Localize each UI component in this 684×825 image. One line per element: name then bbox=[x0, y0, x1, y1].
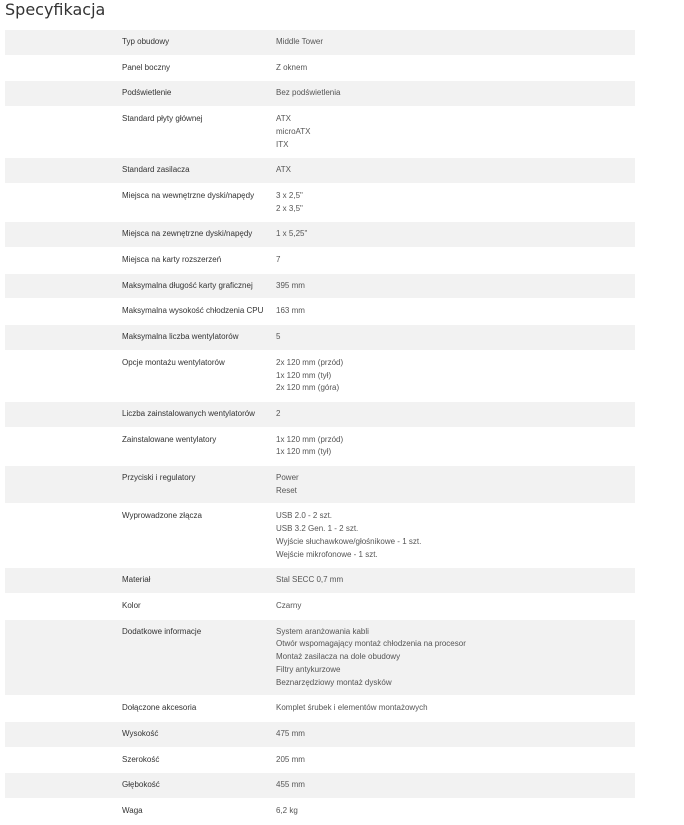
spec-name: Podświetlenie bbox=[122, 88, 172, 98]
spec-values bbox=[276, 357, 635, 395]
spec-value: 205 mm bbox=[276, 754, 305, 764]
spec-values bbox=[276, 472, 635, 497]
spec-name: Waga bbox=[122, 806, 143, 816]
spec-value: 1x 120 mm (przód) bbox=[276, 434, 344, 444]
spec-row bbox=[5, 325, 635, 351]
spec-row bbox=[5, 696, 635, 722]
spec-value: Montaż zasilacza na dole obudowy bbox=[276, 652, 401, 662]
spec-name: Kolor bbox=[122, 600, 141, 610]
spec-row bbox=[5, 351, 635, 402]
spec-name: Maksymalna liczba wentylatorów bbox=[122, 332, 239, 342]
spec-name: Miejsca na wewnętrzne dyski/napędy bbox=[122, 190, 255, 200]
spec-value: 6,2 kg bbox=[276, 806, 298, 816]
spec-value: 1x 120 mm (tył) bbox=[276, 447, 332, 457]
spec-row bbox=[5, 56, 635, 82]
spec-value: Filtry antykurzowe bbox=[276, 664, 341, 674]
specification-table bbox=[5, 30, 635, 825]
page-title: Specyfikacja bbox=[5, 0, 106, 19]
spec-values bbox=[276, 702, 635, 715]
spec-name: Miejsca na zewnętrzne dyski/napędy bbox=[122, 229, 253, 239]
spec-values bbox=[276, 36, 635, 49]
spec-value: Z oknem bbox=[276, 62, 308, 72]
spec-values bbox=[276, 728, 635, 741]
spec-value: 455 mm bbox=[276, 780, 305, 790]
spec-value: 7 bbox=[276, 255, 281, 265]
spec-value: Wyjście słuchawkowe/głośnikowe - 1 szt. bbox=[276, 536, 422, 546]
spec-values bbox=[276, 62, 635, 75]
spec-value: USB 3.2 Gen. 1 - 2 szt. bbox=[276, 524, 359, 534]
spec-name: Maksymalna długość karty graficznej bbox=[122, 280, 253, 290]
spec-value: microATX bbox=[276, 126, 311, 136]
spec-row bbox=[5, 30, 635, 56]
spec-value: Czarny bbox=[276, 600, 302, 610]
spec-row bbox=[5, 184, 635, 222]
spec-value: 2 bbox=[276, 408, 281, 418]
spec-values bbox=[276, 87, 635, 100]
spec-value: Otwór wspomagający montaż chłodzenia na procesor bbox=[276, 639, 466, 649]
spec-name: Wysokość bbox=[122, 728, 159, 738]
spec-value: Komplet śrubek i elementów montażowych bbox=[276, 703, 428, 713]
spec-values bbox=[276, 626, 635, 690]
spec-row bbox=[5, 799, 635, 825]
spec-value: Wejście mikrofonowe - 1 szt. bbox=[276, 549, 378, 559]
spec-name: Zainstalowane wentylatory bbox=[122, 434, 217, 444]
spec-name: Głębokość bbox=[122, 780, 160, 790]
spec-name: Szerokość bbox=[122, 754, 160, 764]
spec-row bbox=[5, 81, 635, 107]
spec-value: USB 2.0 - 2 szt. bbox=[276, 511, 333, 521]
spec-value: 2 x 3,5" bbox=[276, 203, 303, 213]
spec-value: Power bbox=[276, 473, 299, 483]
spec-values bbox=[276, 331, 635, 344]
spec-value: 1 x 5,25" bbox=[276, 229, 308, 239]
spec-value: 475 mm bbox=[276, 728, 305, 738]
spec-values bbox=[276, 510, 635, 561]
spec-value: Reset bbox=[276, 485, 297, 495]
spec-row bbox=[5, 620, 635, 697]
spec-row bbox=[5, 504, 635, 568]
spec-name: Liczba zainstalowanych wentylatorów bbox=[122, 408, 255, 418]
spec-row bbox=[5, 466, 635, 504]
spec-value: ITX bbox=[276, 139, 289, 149]
spec-name: Wyprowadzone złącza bbox=[122, 511, 202, 521]
spec-row bbox=[5, 299, 635, 325]
spec-name: Miejsca na karty rozszerzeń bbox=[122, 255, 222, 265]
spec-name: Materiał bbox=[122, 575, 151, 585]
spec-values bbox=[276, 280, 635, 293]
spec-name: Panel boczny bbox=[122, 62, 171, 72]
spec-row bbox=[5, 402, 635, 428]
spec-row bbox=[5, 158, 635, 184]
spec-row bbox=[5, 773, 635, 799]
spec-value: 3 x 2,5" bbox=[276, 190, 303, 200]
spec-row bbox=[5, 222, 635, 248]
spec-values bbox=[276, 305, 635, 318]
spec-name: Dołączone akcesoria bbox=[122, 703, 197, 713]
spec-values bbox=[276, 805, 635, 818]
spec-name: Typ obudowy bbox=[122, 37, 170, 46]
spec-value: 2x 120 mm (przód) bbox=[276, 357, 344, 367]
spec-name: Opcje montażu wentylatorów bbox=[122, 357, 225, 367]
spec-row bbox=[5, 568, 635, 594]
spec-value: ATX bbox=[276, 114, 291, 124]
spec-name: Standard zasilacza bbox=[122, 165, 190, 175]
spec-values bbox=[276, 408, 635, 421]
spec-values bbox=[276, 574, 635, 587]
spec-name: Standard płyty głównej bbox=[122, 114, 203, 124]
spec-row bbox=[5, 107, 635, 158]
spec-value: Bez podświetlenia bbox=[276, 88, 341, 98]
spec-row bbox=[5, 274, 635, 300]
spec-value: ATX bbox=[276, 165, 291, 175]
spec-value: 2x 120 mm (góra) bbox=[276, 383, 340, 393]
spec-value: Beznarzędziowy montaż dysków bbox=[276, 677, 392, 687]
spec-values bbox=[276, 434, 635, 459]
spec-row bbox=[5, 748, 635, 774]
spec-row bbox=[5, 594, 635, 620]
spec-values bbox=[276, 254, 635, 267]
spec-row bbox=[5, 722, 635, 748]
spec-row bbox=[5, 248, 635, 274]
spec-value: Middle Tower bbox=[276, 37, 323, 46]
spec-values bbox=[276, 164, 635, 177]
spec-row bbox=[5, 428, 635, 466]
spec-values bbox=[276, 113, 635, 151]
spec-value: 395 mm bbox=[276, 280, 305, 290]
spec-value: 163 mm bbox=[276, 306, 305, 316]
spec-value: System aranżowania kabli bbox=[276, 626, 369, 636]
spec-values bbox=[276, 190, 635, 215]
spec-value: 5 bbox=[276, 332, 281, 342]
spec-name: Maksymalna wysokość chłodzenia CPU bbox=[122, 306, 264, 316]
spec-values bbox=[276, 754, 635, 767]
spec-name: Przyciski i regulatory bbox=[122, 473, 196, 483]
spec-value: Stal SECC 0,7 mm bbox=[276, 575, 344, 585]
spec-values bbox=[276, 600, 635, 613]
spec-value: 1x 120 mm (tył) bbox=[276, 370, 332, 380]
spec-values bbox=[276, 779, 635, 792]
spec-name: Dodatkowe informacje bbox=[122, 626, 202, 636]
spec-values bbox=[276, 228, 635, 241]
